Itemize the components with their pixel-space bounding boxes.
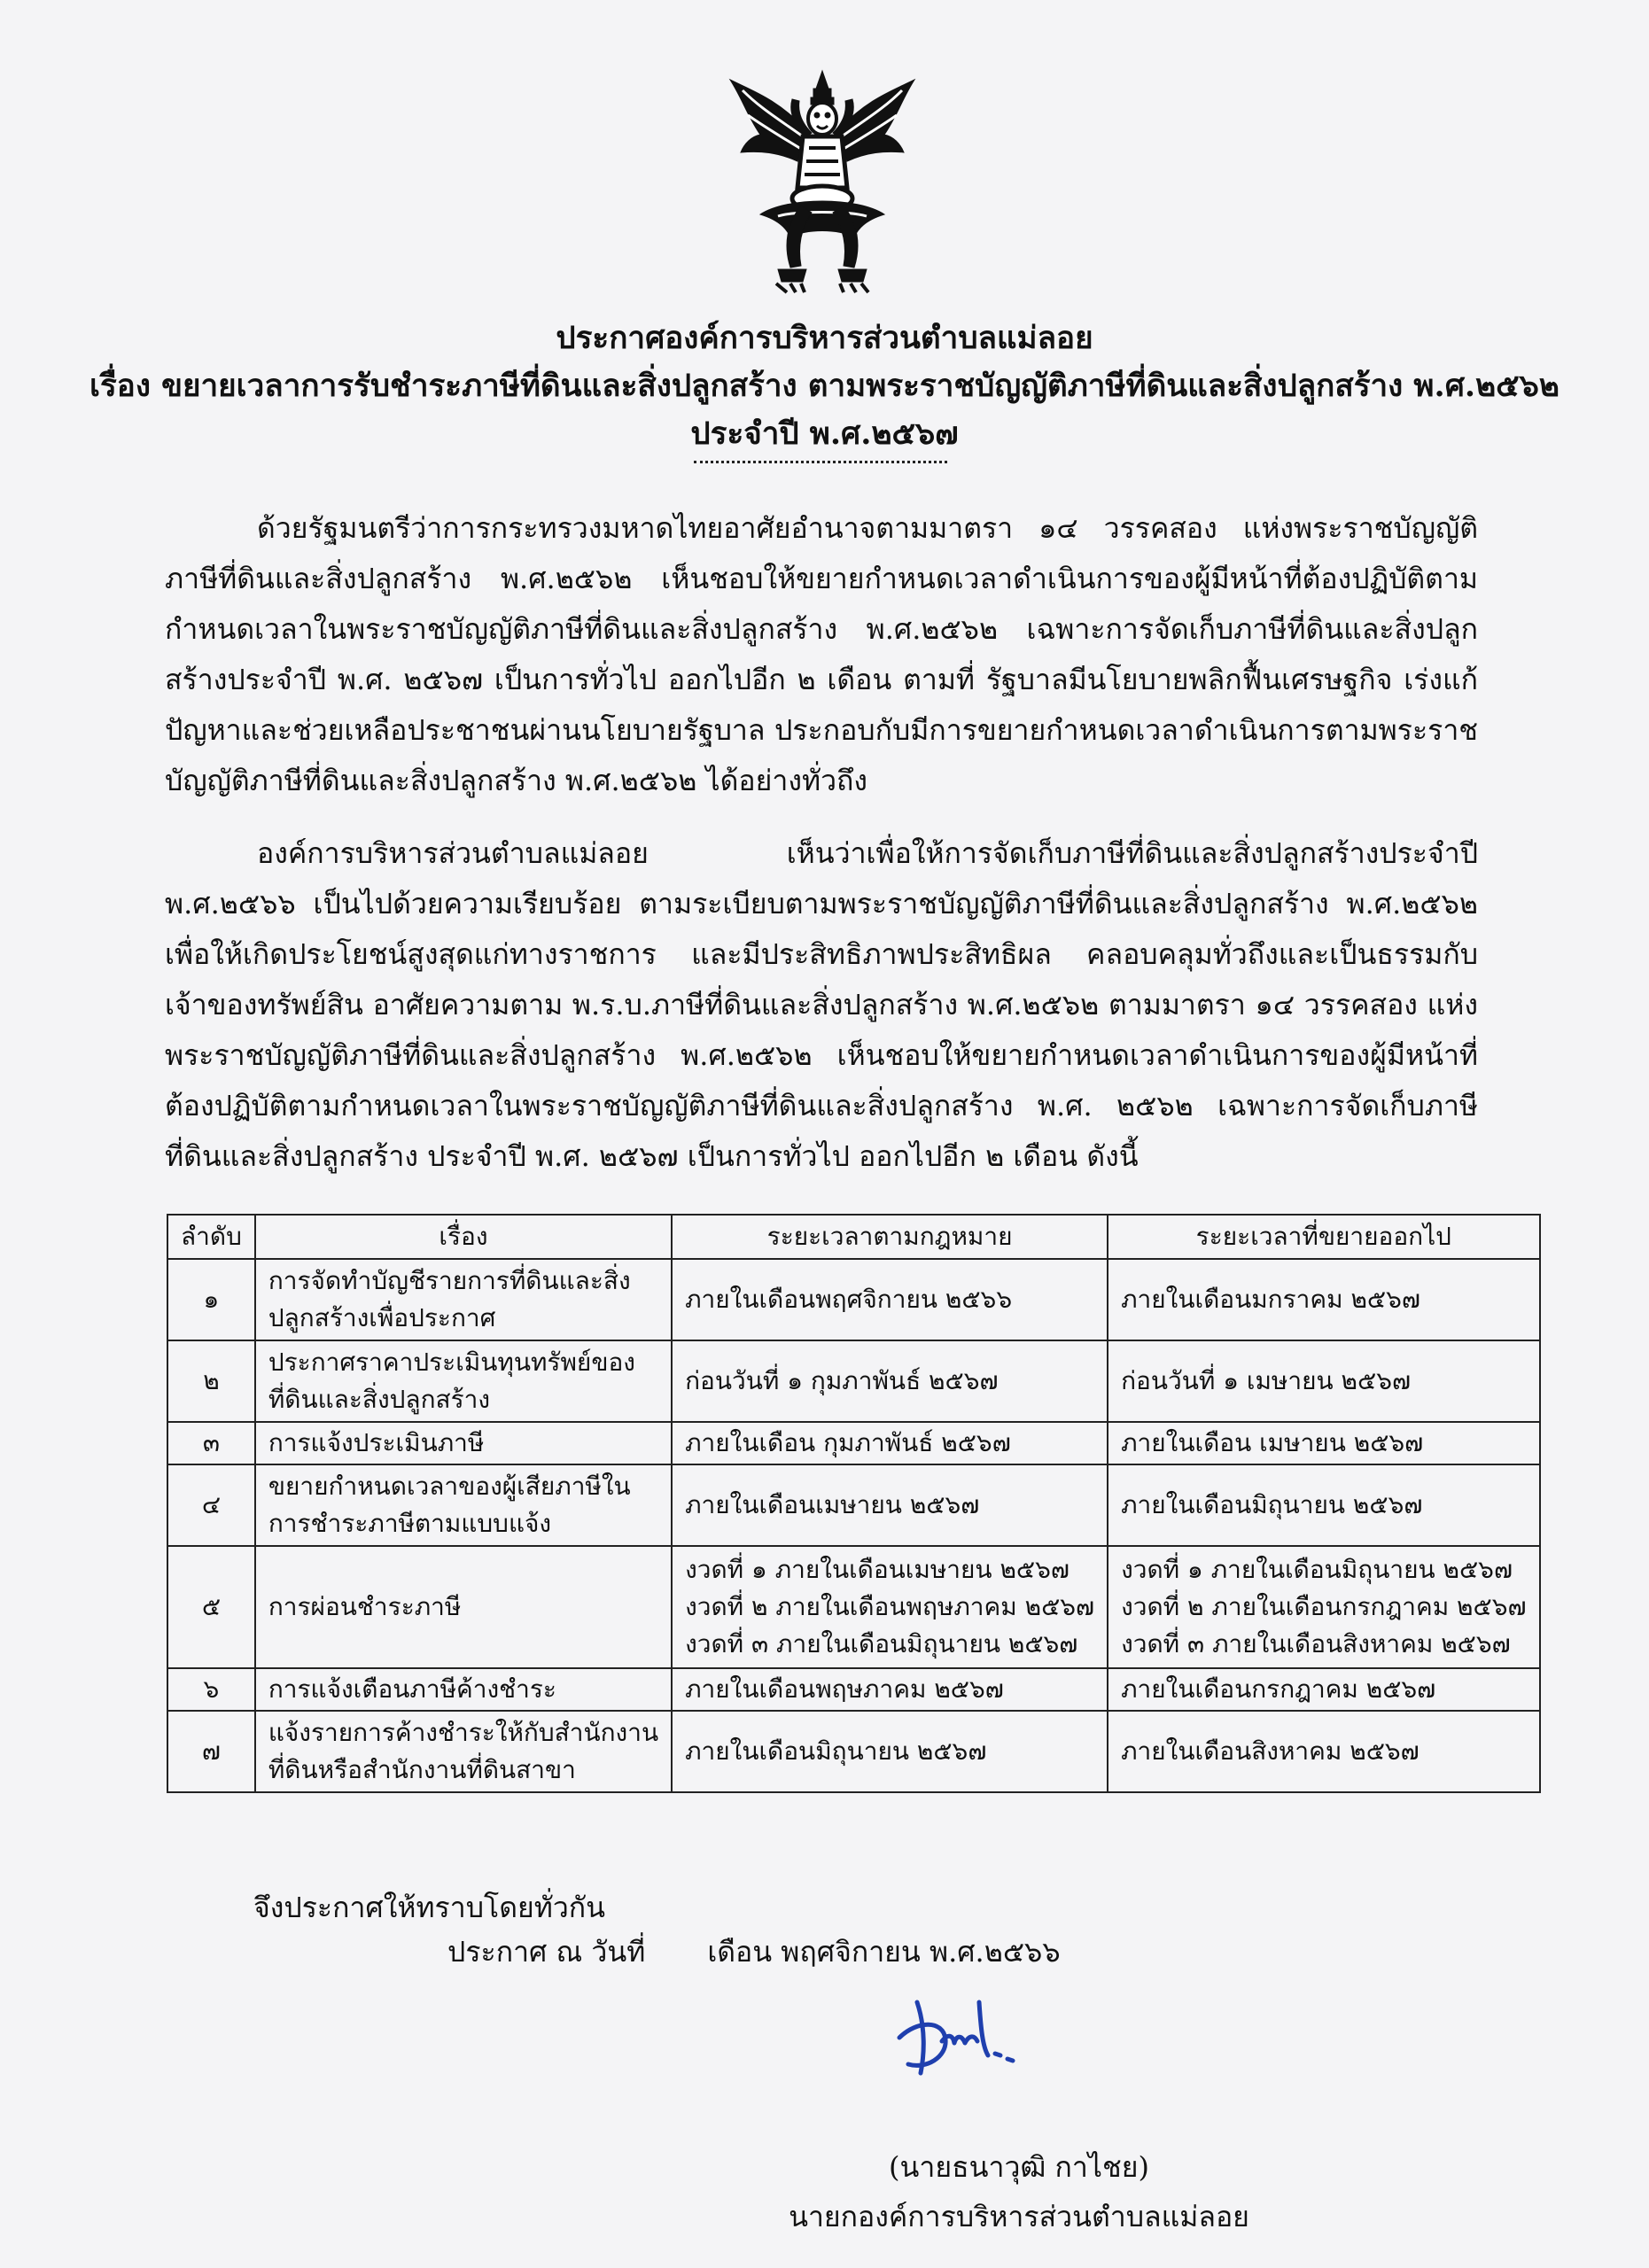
- topic-cell-line: การจัดทำบัญชีรายการที่ดินและสิ่ง: [268, 1266, 631, 1295]
- extended-period-cell-line: ภายในเดือนสิงหาคม ๒๕๖๗: [1121, 1736, 1420, 1766]
- row-number-cell: ๑: [167, 1259, 255, 1340]
- legal-period-cell-line: ภายในเดือนพฤษภาคม ๒๕๖๗: [685, 1674, 1004, 1704]
- extended-period-cell-line: ภายในเดือนกรกฎาคม ๒๕๖๗: [1121, 1674, 1436, 1704]
- paragraph-2-text: องค์การบริหารส่วนตำบลแม่ลอย เห็นว่าเพื่อให้การจัดเก็บภาษีที่ดินและสิ่งปลูกสร้างประจำปี พ.ศ.๒๕๖๖ เป็นไปด้วยความเรียบร้อย ตามระเบียบตามพระราชบัญญัติภาษีที่ดินและสิ่งปลูกสร้าง พ.ศ.๒๕๖๒ เพื่อให้เกิดประโยชน์สูงสุดแก่ทางราชการ และมีประสิทธิภาพประสิทธิผล คลอบคลุมทั่วถึงและเป็นธรรมกับเจ้าของทรัพย์สิน อาศัยความตาม พ.ร.บ.ภาษีที่ดินและสิ่งปลูกสร้าง พ.ศ.๒๕๖๒ ตามมาตรา ๑๔ วรรคสอง แห่งพระราชบัญญัติภาษีที่ดินและสิ่งปลูกสร้าง พ.ศ.๒๕๖๒ เห็นชอบให้ขยายกำหนดเวลาดำเนินการของผู้มีหน้าที่ต้องปฏิบัติตามกำหนดเวลาในพระราชบัญญัติภาษีที่ดินและสิ่งปลูกสร้าง พ.ศ. ๒๕๖๒ เฉพาะการจัดเก็บภาษีที่ดินและสิ่งปลูกสร้าง ประจำปี พ.ศ. ๒๕๖๗ เป็นการทั่วไป ออกไปอีก ๒ เดือน ดังนี้: [165, 836, 1478, 1173]
- legal-period-cell: [672, 1711, 1108, 1792]
- topic-cell-line: การชำระภาษีตามแบบแจ้ง: [268, 1509, 552, 1538]
- legal-period-cell: [672, 1546, 1108, 1668]
- extended-period-cell-line: ภายในเดือน เมษายน ๒๕๖๗: [1121, 1428, 1424, 1457]
- closing-announcement: จึงประกาศให้ทราบโดยทั่วกัน: [253, 1891, 606, 1924]
- topic-cell: [255, 1546, 672, 1668]
- date-prefix: ประกาศ ณ วันที่: [447, 1935, 646, 1969]
- topic-cell-line: การแจ้งเตือนภาษีค้างชำระ: [268, 1674, 556, 1704]
- col-header-legal-period: ระยะเวลาตามกฎหมาย: [672, 1215, 1108, 1259]
- table-row: [167, 1546, 1540, 1668]
- extended-period-cell-line: ภายในเดือนมิถุนายน ๒๕๖๗: [1121, 1490, 1423, 1519]
- extended-period-cell-line: งวดที่ ๓ ภายในเดือนสิงหาคม ๒๕๖๗: [1121, 1629, 1511, 1658]
- topic-cell-line: ปลูกสร้างเพื่อประกาศ: [268, 1303, 496, 1332]
- topic-cell-line: ที่ดินหรือสำนักงานที่ดินสาขา: [268, 1755, 576, 1784]
- signer-title: นายกองค์การบริหารส่วนตำบลแม่ลอย: [789, 2200, 1249, 2233]
- topic-cell-line: ขยายกำหนดเวลาของผู้เสียภาษีใน: [268, 1472, 631, 1501]
- legal-period-cell: [672, 1340, 1108, 1422]
- topic-cell: [255, 1711, 672, 1792]
- legal-period-cell-line: ภายในเดือนพฤศจิกายน ๒๕๖๖: [685, 1285, 1013, 1314]
- row-number-cell: ๔: [167, 1464, 255, 1546]
- row-number-cell: ๒: [167, 1340, 255, 1422]
- announcement-date: [447, 1930, 1061, 1975]
- extended-period-cell: [1108, 1259, 1539, 1340]
- table-row: [167, 1340, 1540, 1422]
- extended-period-cell: [1108, 1546, 1539, 1668]
- table-row: [167, 1711, 1540, 1792]
- signature-icon: [891, 1984, 1032, 2082]
- topic-cell: [255, 1464, 672, 1546]
- schedule-table: [167, 1214, 1541, 1793]
- row-number-cell: ๖: [167, 1668, 255, 1711]
- topic-cell-line: การแจ้งประเมินภาษี: [268, 1428, 485, 1457]
- heading-divider: [694, 461, 947, 463]
- row-number-cell: ๕: [167, 1546, 255, 1668]
- table-row: [167, 1464, 1540, 1546]
- topic-cell-line: แจ้งรายการค้างชำระให้กับสำนักงาน: [268, 1718, 659, 1747]
- body-paragraph-1: [165, 503, 1478, 806]
- extended-period-cell-line: งวดที่ ๑ ภายในเดือนมิถุนายน ๒๕๖๗: [1121, 1555, 1513, 1584]
- extended-period-cell: [1108, 1464, 1539, 1546]
- legal-period-cell-line: ก่อนวันที่ ๑ กุมภาพันธ์ ๒๕๖๗: [685, 1366, 999, 1395]
- extended-period-cell-line: ภายในเดือนมกราคม ๒๕๖๗: [1121, 1285, 1420, 1314]
- table-row: [167, 1668, 1540, 1711]
- body-paragraph-2: [165, 828, 1478, 1182]
- topic-cell-line: ประกาศราคาประเมินทุนทรัพย์ของ: [268, 1348, 635, 1377]
- extended-period-cell: [1108, 1711, 1539, 1792]
- paragraph-1-text: ด้วยรัฐมนตรีว่าการกระทรวงมหาดไทยอาศัยอำนาจตามมาตรา ๑๔ วรรคสอง แห่งพระราชบัญญัติภาษีที่ดินและสิ่งปลูกสร้าง พ.ศ.๒๕๖๒ เห็นชอบให้ขยายกำหนดเวลาดำเนินการของผู้มีหน้าที่ต้องปฏิบัติตามกำหนดเวลาในพระราชบัญญัติภาษีที่ดินและสิ่งปลูกสร้าง พ.ศ.๒๕๖๒ เฉพาะการจัดเก็บภาษีที่ดินและสิ่งปลูกสร้างประจำปี พ.ศ. ๒๕๖๗ เป็นการทั่วไป ออกไปอีก ๒ เดือน ตามที่ รัฐบาลมีนโยบายพลิกฟื้นเศรษฐกิจ เร่งแก้ปัญหาและช่วยเหลือประชาชนผ่านนโยบายรัฐบาล ประกอบกับมีการขยายกำหนดเวลาดำเนินการตามพระราชบัญญัติภาษีที่ดินและสิ่งปลูกสร้าง พ.ศ.๒๕๖๒ ได้อย่างทั่วถึง: [165, 511, 1478, 797]
- document-heading: [0, 315, 1649, 458]
- extended-period-cell: [1108, 1668, 1539, 1711]
- row-number-cell: ๗: [167, 1711, 255, 1792]
- legal-period-cell-line: ภายในเดือนมิถุนายน ๒๕๖๗: [685, 1736, 987, 1766]
- heading-year: ประจำปี พ.ศ.๒๕๖๗: [690, 416, 959, 452]
- heading-subject: เรื่อง ขยายเวลาการรับชำระภาษีที่ดินและสิ่งปลูกสร้าง ตามพระราชบัญญัติภาษีที่ดินและสิ่งปลูกสร้าง พ.ศ.๒๕๖๒: [89, 368, 1560, 404]
- heading-org: ประกาศองค์การบริหารส่วนตำบลแม่ลอย: [556, 320, 1093, 356]
- col-header-no: ลำดับ: [167, 1215, 255, 1259]
- table-header-row: [167, 1215, 1540, 1259]
- topic-cell: [255, 1259, 672, 1340]
- col-header-extended-period: ระยะเวลาที่ขยายออกไป: [1108, 1215, 1539, 1259]
- legal-period-cell: [672, 1422, 1108, 1464]
- col-header-topic: เรื่อง: [255, 1215, 672, 1259]
- date-suffix: เดือน พฤศจิกายน พ.ศ.๒๕๖๖: [707, 1935, 1061, 1969]
- legal-period-cell-line: ภายในเดือนเมษายน ๒๕๖๗: [685, 1490, 980, 1519]
- topic-cell: [255, 1340, 672, 1422]
- extended-period-cell: [1108, 1340, 1539, 1422]
- legal-period-cell: [672, 1668, 1108, 1711]
- extended-period-cell-line: งวดที่ ๒ ภายในเดือนกรกฎาคม ๒๕๖๗: [1121, 1592, 1527, 1621]
- table-row: [167, 1422, 1540, 1464]
- row-number-cell: ๓: [167, 1422, 255, 1464]
- legal-period-cell-line: งวดที่ ๑ ภายในเดือนเมษายน ๒๕๖๗: [685, 1555, 1070, 1584]
- extended-period-cell: [1108, 1422, 1539, 1464]
- garuda-emblem-icon: [725, 64, 920, 294]
- topic-cell-line: การผ่อนชำระภาษี: [268, 1592, 462, 1621]
- topic-cell-line: ที่ดินและสิ่งปลูกสร้าง: [268, 1385, 491, 1414]
- topic-cell: [255, 1668, 672, 1711]
- legal-period-cell-line: งวดที่ ๒ ภายในเดือนพฤษภาคม ๒๕๖๗: [685, 1592, 1095, 1621]
- legal-period-cell: [672, 1464, 1108, 1546]
- signer-name: (นายธนาวุฒิ กาไชย): [889, 2150, 1149, 2184]
- extended-period-cell-line: ก่อนวันที่ ๑ เมษายน ๒๕๖๗: [1121, 1366, 1412, 1395]
- signer-block: [709, 2142, 1329, 2241]
- table-body: [167, 1259, 1540, 1792]
- topic-cell: [255, 1422, 672, 1464]
- legal-period-cell-line: ภายในเดือน กุมภาพันธ์ ๒๕๖๗: [685, 1428, 1011, 1457]
- legal-period-cell: [672, 1259, 1108, 1340]
- table-row: [167, 1259, 1540, 1340]
- legal-period-cell-line: งวดที่ ๓ ภายในเดือนมิถุนายน ๒๕๖๗: [685, 1629, 1078, 1658]
